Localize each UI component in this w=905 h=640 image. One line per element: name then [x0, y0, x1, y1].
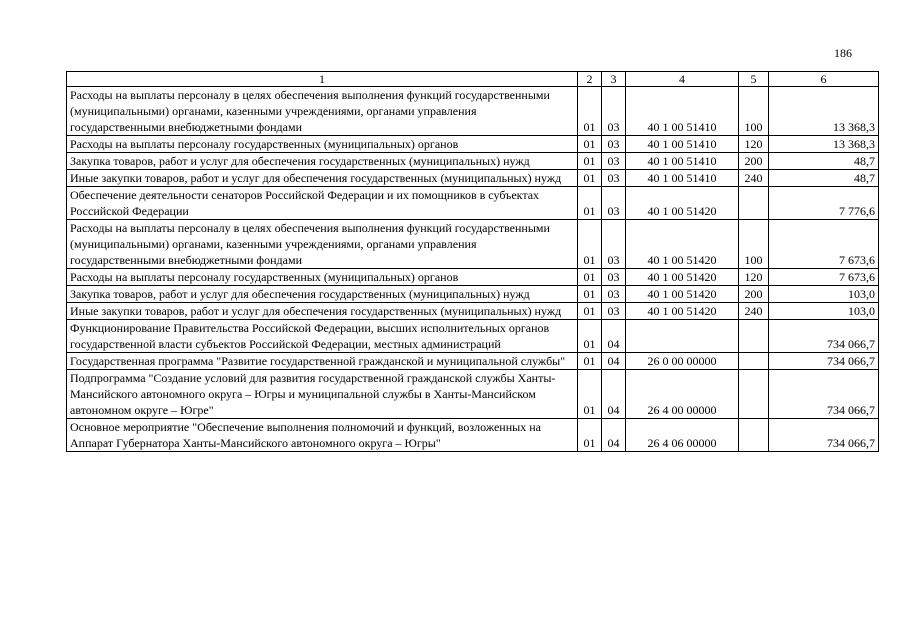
row-section: 01: [578, 286, 602, 303]
row-expense-type: 120: [739, 269, 769, 286]
row-expense-type: 100: [739, 87, 769, 136]
table-row: [67, 136, 879, 153]
row-target-article: 26 4 00 00000: [626, 370, 739, 419]
row-subsection: 03: [602, 303, 626, 320]
row-target-article: 40 1 00 51420: [626, 269, 739, 286]
row-amount: 13 368,3: [769, 87, 879, 136]
row-expense-type: 120: [739, 136, 769, 153]
page-number: 186: [834, 46, 852, 60]
row-section: 01: [578, 353, 602, 370]
row-description: Обеспечение деятельности сенаторов Российской Федерации и их помощников в субъектах Российской Федерации: [67, 187, 578, 220]
row-expense-type: [739, 320, 769, 353]
table-row: [67, 153, 879, 170]
table-row: [67, 370, 879, 419]
row-subsection: 03: [602, 269, 626, 286]
row-target-article: 40 1 00 51410: [626, 136, 739, 153]
row-section: 01: [578, 136, 602, 153]
row-expense-type: 200: [739, 286, 769, 303]
row-section: 01: [578, 419, 602, 452]
table-row: [67, 187, 879, 220]
row-target-article: 40 1 00 51410: [626, 170, 739, 187]
column-header: 1: [67, 72, 578, 87]
row-amount: 13 368,3: [769, 136, 879, 153]
row-section: 01: [578, 87, 602, 136]
column-header: 4: [626, 72, 739, 87]
row-expense-type: 240: [739, 170, 769, 187]
row-description: Закупка товаров, работ и услуг для обеспечения государственных (муниципальных) нужд: [67, 153, 578, 170]
row-section: 01: [578, 220, 602, 269]
row-target-article: 26 0 00 00000: [626, 353, 739, 370]
table-row: [67, 320, 879, 353]
table-row: [67, 353, 879, 370]
row-description: Государственная программа "Развитие государственной гражданской и муниципальной службы": [67, 353, 578, 370]
table-row: [67, 87, 879, 136]
row-subsection: 04: [602, 320, 626, 353]
row-target-article: 26 4 06 00000: [626, 419, 739, 452]
header-row: [67, 72, 879, 87]
row-subsection: 04: [602, 370, 626, 419]
row-amount: 734 066,7: [769, 353, 879, 370]
row-description: Функционирование Правительства Российской Федерации, высших исполнительных органов государственной власти субъектов Российской Федерации, местных администраций: [67, 320, 578, 353]
row-amount: 103,0: [769, 286, 879, 303]
row-amount: 103,0: [769, 303, 879, 320]
row-expense-type: [739, 187, 769, 220]
row-target-article: 40 1 00 51420: [626, 187, 739, 220]
row-subsection: 03: [602, 170, 626, 187]
row-section: 01: [578, 269, 602, 286]
row-description: Расходы на выплаты персоналу в целях обеспечения выполнения функций государственными (муниципальными) органами, казенными учреждениями, органами управления государственными внебюджетными фондами: [67, 220, 578, 269]
row-expense-type: [739, 370, 769, 419]
column-header: 6: [769, 72, 879, 87]
row-expense-type: 100: [739, 220, 769, 269]
row-description: Иные закупки товаров, работ и услуг для обеспечения государственных (муниципальных) нужд: [67, 303, 578, 320]
row-subsection: 03: [602, 153, 626, 170]
row-subsection: 04: [602, 353, 626, 370]
table-row: [67, 269, 879, 286]
row-description: Расходы на выплаты персоналу государственных (муниципальных) органов: [67, 269, 578, 286]
row-subsection: 03: [602, 187, 626, 220]
row-section: 01: [578, 320, 602, 353]
row-target-article: [626, 320, 739, 353]
table-row: [67, 170, 879, 187]
column-header: 2: [578, 72, 602, 87]
column-header: 3: [602, 72, 626, 87]
row-section: 01: [578, 303, 602, 320]
table-row: [67, 286, 879, 303]
row-amount: 48,7: [769, 153, 879, 170]
row-section: 01: [578, 170, 602, 187]
row-expense-type: 240: [739, 303, 769, 320]
row-subsection: 04: [602, 419, 626, 452]
table-row: [67, 419, 879, 452]
row-target-article: 40 1 00 51410: [626, 153, 739, 170]
row-amount: 734 066,7: [769, 320, 879, 353]
row-amount: 7 776,6: [769, 187, 879, 220]
row-target-article: 40 1 00 51410: [626, 87, 739, 136]
budget-table: [66, 71, 879, 452]
row-expense-type: [739, 353, 769, 370]
table-row: [67, 303, 879, 320]
row-description: Расходы на выплаты персоналу государственных (муниципальных) органов: [67, 136, 578, 153]
row-section: 01: [578, 370, 602, 419]
row-subsection: 03: [602, 220, 626, 269]
row-amount: 734 066,7: [769, 370, 879, 419]
row-subsection: 03: [602, 136, 626, 153]
row-section: 01: [578, 187, 602, 220]
row-description: Подпрограмма "Создание условий для развития государственной гражданской службы Ханты-Мансийского автономного округа – Югры и муниципальной службы в Ханты-Мансийском автономном округе – Югре": [67, 370, 578, 419]
row-description: Закупка товаров, работ и услуг для обеспечения государственных (муниципальных) нужд: [67, 286, 578, 303]
row-subsection: 03: [602, 87, 626, 136]
row-target-article: 40 1 00 51420: [626, 303, 739, 320]
row-target-article: 40 1 00 51420: [626, 220, 739, 269]
row-amount: 48,7: [769, 170, 879, 187]
row-description: Расходы на выплаты персоналу в целях обеспечения выполнения функций государственными (муниципальными) органами, казенными учреждениями, органами управления государственными внебюджетными фондами: [67, 87, 578, 136]
row-subsection: 03: [602, 286, 626, 303]
row-amount: 734 066,7: [769, 419, 879, 452]
row-amount: 7 673,6: [769, 220, 879, 269]
table-row: [67, 220, 879, 269]
row-target-article: 40 1 00 51420: [626, 286, 739, 303]
row-amount: 7 673,6: [769, 269, 879, 286]
column-header: 5: [739, 72, 769, 87]
row-description: Основное мероприятие "Обеспечение выполнения полномочий и функций, возложенных на Аппарат Губернатора Ханты-Мансийского автономного округа – Югры": [67, 419, 578, 452]
row-description: Иные закупки товаров, работ и услуг для обеспечения государственных (муниципальных) нужд: [67, 170, 578, 187]
row-expense-type: 200: [739, 153, 769, 170]
row-section: 01: [578, 153, 602, 170]
row-expense-type: [739, 419, 769, 452]
